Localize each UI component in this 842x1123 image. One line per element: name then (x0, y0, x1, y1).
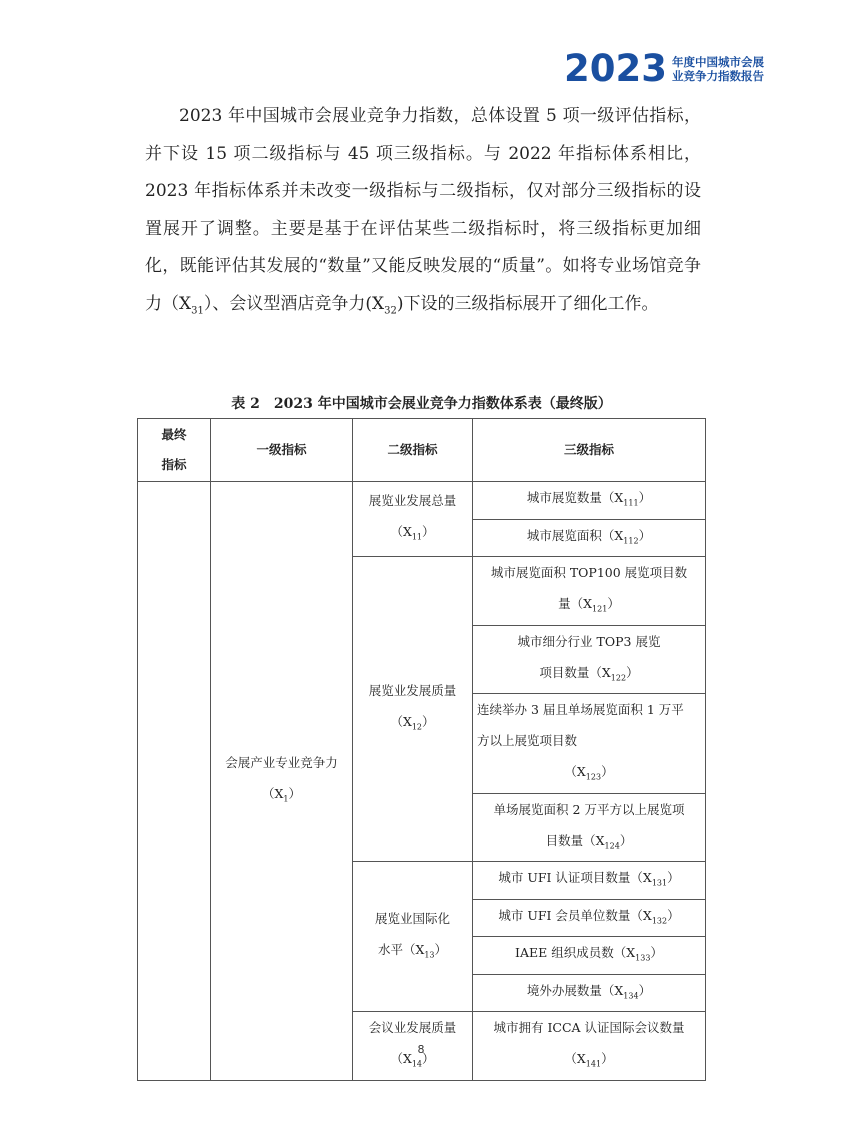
header-level2: 二级指标 (353, 419, 473, 482)
table-caption: 表 2 2023 年中国城市会展业竞争力指数体系表（最终版） (231, 396, 612, 412)
table-row (138, 482, 706, 520)
level2-cell-x12: 展览业发展质量 $(X_{12})$ (353, 557, 473, 862)
level3-cell-x111: 城市展览数量$(X_{111})$ (473, 482, 706, 520)
header-subtitle (672, 55, 764, 83)
level1-cell: 会展产业专业竞争力 $(X_1)$ (211, 482, 353, 1081)
para-text-1: 2023 年中国城市会展业竞争力指数，总体设置 5 项一级评估指标，并下设 15 项二级指标与 45 项三级指标。与 2022 年指标体系相比，2023 年指标体系并未改变一级指标与二级指标，仅对部分三级指标的设置展开了调整。主要是基于在评估某些二级指标时，将三级指标更加细化，既能评估其发展的“数量”又能反映发展的“质量”。如将专业场馆竞争力（X (145, 106, 701, 314)
header-final-indicator: 最终 指标 (138, 419, 211, 482)
page-number: 8 (417, 1043, 425, 1056)
para-text-2: ）、会议型酒店竞争力(X (203, 293, 385, 314)
header-level3: 三级指标 (473, 419, 706, 482)
report-header (564, 47, 764, 90)
header-year: 2023 (564, 47, 667, 90)
level2-cell-x13: 展览业国际化 水平$(X_{13})$ (353, 862, 473, 1012)
header-subtitle-line2: 业竞争力指数报告 (672, 68, 764, 83)
level3-cell-x141: 城市拥有 ICCA 认证国际会议数量 $(X_{141})$ (473, 1012, 706, 1081)
final-indicator-cell (138, 482, 211, 1081)
level3-cell-x122: 城市细分行业 TOP3 展览 项目数量$(X_{122})$ (473, 625, 706, 694)
level3-cell-x133: IAEE 组织成员数$(X_{133})$ (473, 937, 706, 975)
index-system-table (137, 418, 706, 1081)
level3-cell-x132: 城市 UFI 会员单位数量$(X_{132})$ (473, 899, 706, 937)
para-sub-2: 32 (384, 304, 397, 316)
level3-cell-x121: 城市展览面积 TOP100 展览项目数 量$(X_{121})$ (473, 557, 706, 626)
level3-cell-x131: 城市 UFI 认证项目数量$(X_{131})$ (473, 862, 706, 900)
para-sub-1: 31 (191, 304, 204, 316)
table-header-row (138, 419, 706, 482)
level3-cell-x123: 连续举办 3 届且单场展览面积 1 万平 方以上展览项目数 $(X_{123})$ (473, 694, 706, 794)
para-text-3: )下设的三级指标展开了细化工作。 (396, 293, 659, 314)
level2-cell-x14: 会议业发展质量 $(X_{14})$ (353, 1012, 473, 1081)
level3-cell-x112: 城市展览面积$(X_{112})$ (473, 519, 706, 557)
level3-cell-x124: 单场展览面积 2 万平方以上展览项 目数量$(X_{124})$ (473, 793, 706, 862)
header-subtitle-line1: 年度中国城市会展 (672, 54, 764, 69)
level2-cell-x11: 展览业发展总量 $(X_{11})$ (353, 482, 473, 557)
body-paragraph (145, 98, 701, 329)
header-level1: 一级指标 (211, 419, 353, 482)
level3-cell-x134: 境外办展数量$(X_{134})$ (473, 974, 706, 1012)
